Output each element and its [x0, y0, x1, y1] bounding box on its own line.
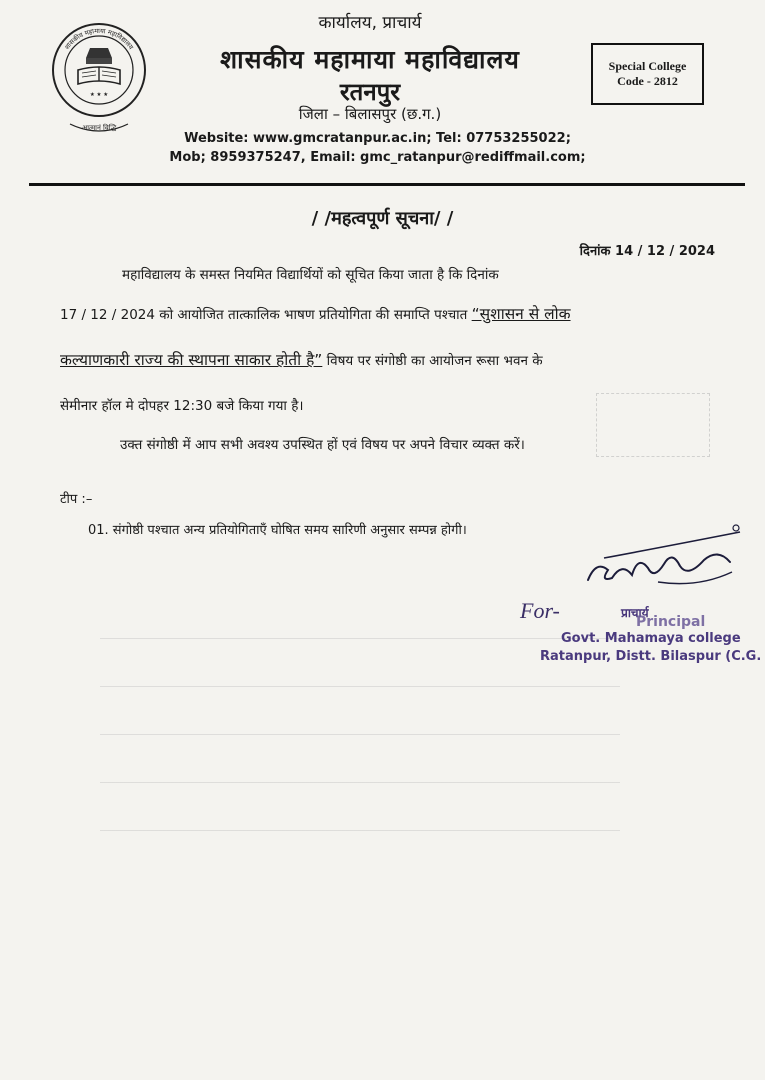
stamp-place: Ratanpur, Distt. Bilaspur (C.G. — [540, 649, 762, 664]
for-text: For- — [520, 598, 560, 623]
notice-date: दिनांक 14 / 12 / 2024 — [579, 244, 715, 259]
header-divider — [29, 183, 745, 186]
note-label: टीप :– — [60, 492, 93, 507]
notice-line-5: उक्त संगोष्ठी में आप सभी अवश्य उपस्थित हों एवं विषय पर अपने विचार व्यक्त करें। — [120, 437, 525, 453]
special-college-code-box — [591, 43, 704, 105]
notice-line-2-text: 17 / 12 / 2024 को आयोजित तात्कालिक भाषण प्रतियोगिता की समाप्ति पश्चात — [60, 307, 468, 323]
stamp-college-name: Govt. Mahamaya college — [561, 631, 741, 646]
svg-text:शासकीय महामाया महाविद्यालय: शासकीय महामाया महाविद्यालय — [63, 26, 135, 52]
bleed-through-box — [596, 393, 710, 457]
notice-line-4: सेमीनार हॉल मे दोपहर 12:30 बजे किया गया है। — [60, 398, 304, 414]
svg-text:आत्मानं विद्धि: आत्मानं विद्धि — [81, 124, 117, 132]
svg-text:★ ★ ★: ★ ★ ★ — [89, 92, 109, 98]
college-name: शासकीय महामाया महाविद्यालय — [220, 45, 520, 74]
notice-line-1: महाविद्यालय के समस्त नियमित विद्यार्थियों को सूचित किया जाता है कि दिनांक — [122, 267, 499, 283]
office-label: कार्यालय, प्राचार्य — [318, 13, 422, 33]
notice-line-3-text: विषय पर संगोष्ठी का आयोजन रूसा भवन के — [322, 353, 543, 369]
contact-line-mobile-email: Mob; 8959375247, Email: gmc_ratanpur@rediffmail.com; — [169, 150, 586, 165]
notice-line-3 — [60, 350, 543, 371]
contact-line-website-phone: Website: www.gmcratanpur.ac.in; Tel: 07753255022; — [184, 131, 571, 146]
seminar-topic-part1: “सुशासन से लोक — [471, 305, 571, 323]
note-item-1: 01. संगोष्ठी पश्चात अन्य प्रतियोगिताएँ घोषित समय सारिणी अनुसार सम्पन्न होगी। — [88, 523, 467, 538]
handwritten-signature — [508, 520, 758, 600]
district-line: जिला – बिलासपुर (छ.ग.) — [298, 105, 442, 123]
special-code-line1: Special College — [608, 59, 687, 73]
special-code-line2: Code - 2812 — [617, 74, 678, 88]
notice-line-2 — [60, 304, 571, 325]
stamp-principal-hindi: प्राचार्य — [621, 606, 649, 620]
town-name: रतनपुर — [339, 78, 401, 106]
college-seal-logo — [50, 20, 148, 138]
stamp-principal-english: Principal — [636, 614, 706, 630]
bleed-through-lines — [100, 600, 620, 840]
seminar-topic-part2: कल्याणकारी राज्य की स्थापना साकार होती है” — [60, 351, 323, 369]
notice-title: / /महत्वपूर्ण सूचना/ / — [311, 208, 454, 229]
